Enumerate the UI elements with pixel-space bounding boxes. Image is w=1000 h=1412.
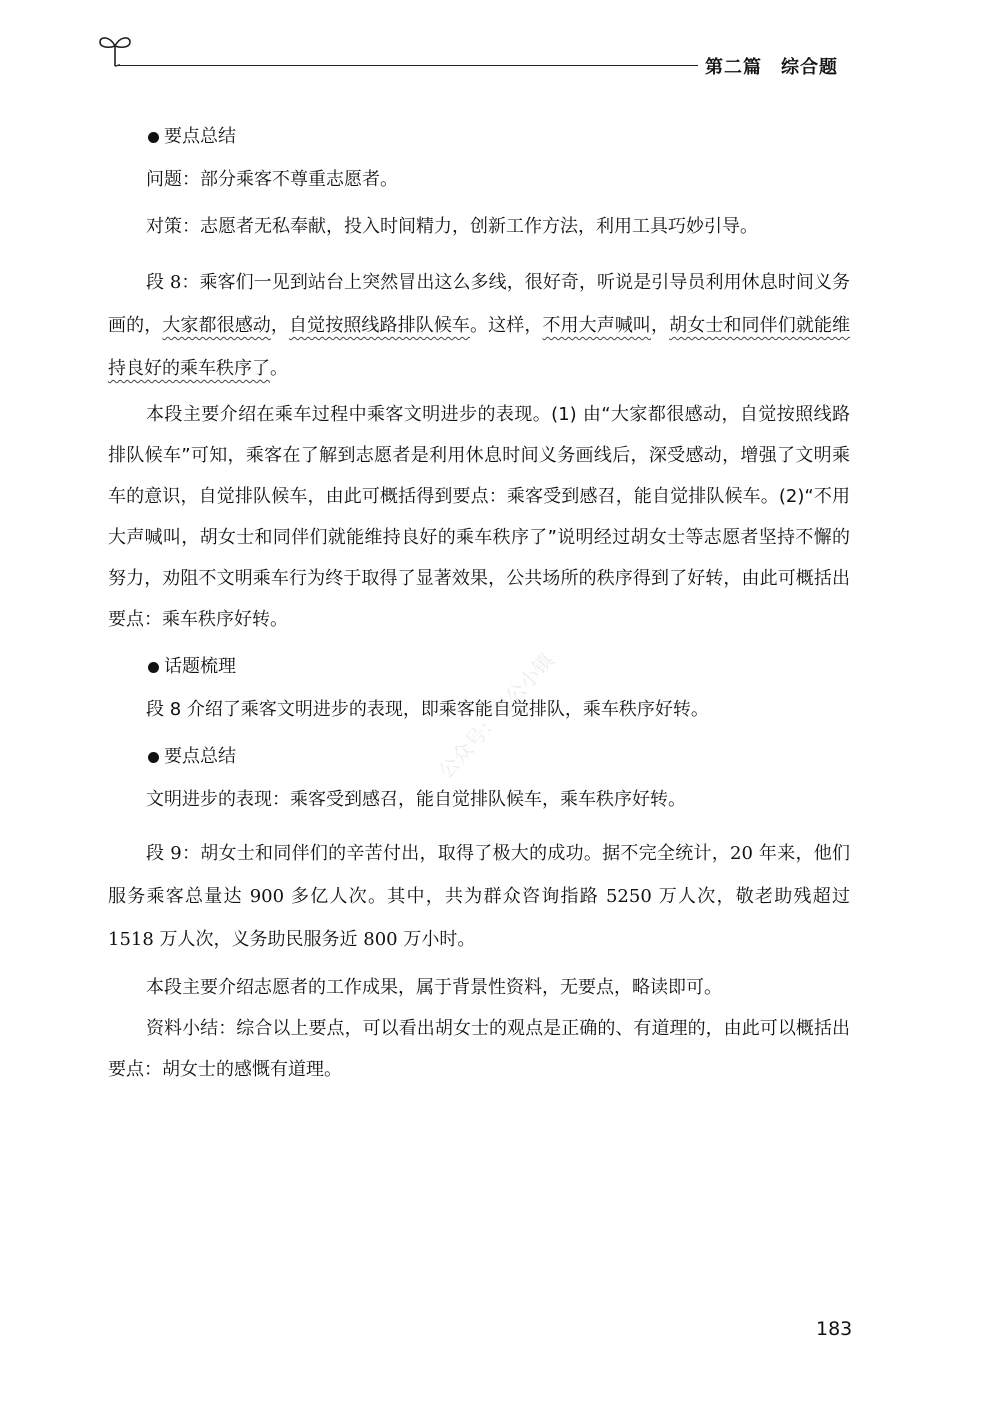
paragraph-9: 段 9：胡女士和同伴们的辛苦付出，取得了极大的成功。据不完全统计，20 年来，他们服务乘客总量达 900 多亿人次。其中，共为群众咨询指路 5250 万人次，敬老助残超过 1518 万人次，义务助民服务近 800 万小时。: [108, 843, 850, 950]
bullet-heading: 要点总结: [108, 122, 850, 151]
material-summary: 资料小结：综合以上要点，可以看出胡女士的观点是正确的、有道理的，由此可以概括出要点：胡女士的感慨有道理。: [108, 1018, 850, 1080]
bullet-heading: 要点总结: [108, 742, 850, 771]
underlined-phrase: 胡女士和同伴们就能维持良好的乘车秩序了: [108, 315, 851, 379]
underlined-phrase: 自觉按照线路排队候车: [289, 315, 471, 336]
topic-text: 段 8 介绍了乘客文明进步的表现，即乘客能自觉排队，乘车秩序好转。: [146, 699, 709, 720]
key-point-text: 文明进步的表现：乘客受到感召，能自觉排队候车，乘车秩序好转。: [146, 789, 686, 810]
problem-text: 问题：部分乘客不尊重志愿者。: [146, 169, 398, 190]
bullet-heading: 话题梳理: [108, 652, 850, 681]
page-content: [108, 120, 850, 1090]
section-title: 第二篇 综合题: [705, 57, 838, 78]
header-rule: [118, 65, 698, 66]
paragraph-8-analysis: 本段主要介绍在乘车过程中乘客文明进步的表现。(1) 由“大家都很感动，自觉按照线路排队候车”可知，乘客在了解到志愿者是利用休息时间义务画线后，深受感动，增强了文明乘车的意识，自觉排队候车，由此可概括得到要点：乘客受到感召，能自觉排队候车。(2)“不用大声喊叫，胡女士和同伴们就能维持良好的乘车秩序了”说明经过胡女士等志愿者坚持不懈的努力，劝阻不文明乘车行为终于取得了显著效果，公共场所的秩序得到了好转，由此可概括出要点：乘车秩序好转。: [108, 404, 850, 630]
page-header: [98, 32, 858, 78]
bullet-icon: [148, 132, 159, 143]
sprout-icon: [98, 32, 132, 68]
solution-text: 对策：志愿者无私奉献，投入时间精力，创新工作方法，利用工具巧妙引导。: [146, 216, 758, 237]
underlined-phrase: 不用大声喊叫: [542, 315, 652, 336]
watermark: 公众号：考公小镇: [433, 648, 559, 783]
bullet-icon: [148, 662, 159, 673]
page-number: 183: [816, 1318, 853, 1340]
paragraph-9-analysis: 本段主要介绍志愿者的工作成果，属于背景性资料，无要点，略读即可。: [146, 977, 722, 998]
paragraph-8: 段 8：乘客们一见到站台上突然冒出这么多线，很好奇，听说是引导员利用休息时间义务画的，大家都很感动，自觉按照线路排队候车。这样，不用大声喊叫，胡女士和同伴们就能维持良好的乘车秩序了。: [108, 272, 851, 379]
bullet-icon: [148, 752, 159, 763]
underlined-phrase: 大家都很感动: [162, 315, 271, 336]
